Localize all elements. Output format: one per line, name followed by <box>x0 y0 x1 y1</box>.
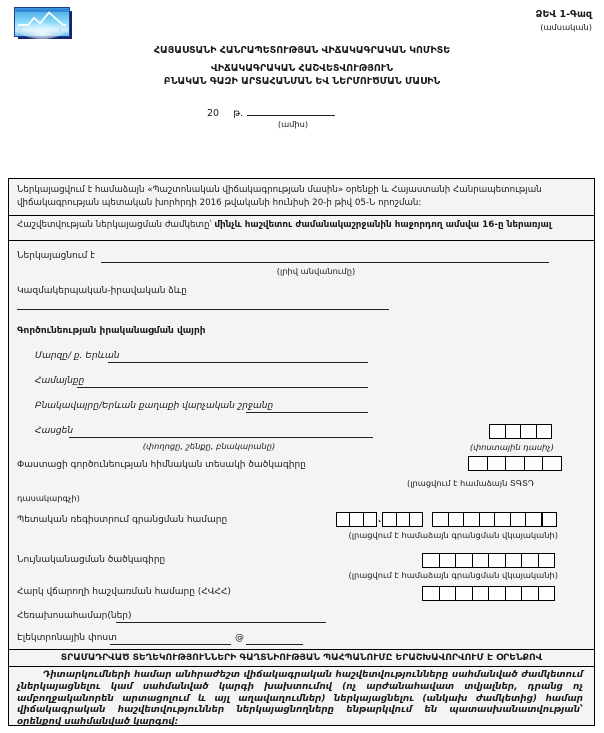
postal-hint: (փոստային դասիչ) <box>469 442 554 452</box>
register-number-label: Պետական ռեգիստրում գրանցման համարը <box>17 515 228 525</box>
address-hint: (փողոցը, շենքը, բնակարանը) <box>142 441 276 451</box>
box-cell[interactable] <box>439 553 457 568</box>
box-cell[interactable] <box>422 553 440 568</box>
id-code-hint: (լրացվում է համաձայն գրանցման վկայականի) <box>348 570 558 580</box>
report-subject-title: ԲՆԱԿԱՆ ԳԱԶԻ ԱՐՏԱՀԱՆՄԱՆ ԵՎ ՆԵՐՄՈՒԾՄԱՆ ՄԱՍԻՆ <box>163 76 441 87</box>
register-part3-boxes[interactable] <box>432 512 557 527</box>
box-cell[interactable] <box>422 586 440 601</box>
tin-label: Հարկ վճարողի հաշվառման համարը (ՀՎՀՀ) <box>17 587 231 597</box>
box-cell[interactable] <box>382 512 396 527</box>
box-cell[interactable] <box>505 553 523 568</box>
location-header: Գործունեության իրականացման վայրի <box>17 326 206 336</box>
email-domain-fill-line[interactable] <box>246 644 303 645</box>
register-part2-boxes[interactable] <box>382 512 423 527</box>
community-fill-line[interactable] <box>77 387 368 388</box>
activity-code-label: Փաստացի գործունեության հիմնական տեսակի ծածկագիրը <box>17 460 306 470</box>
box-cell[interactable] <box>494 512 511 527</box>
legal-form-fill-line[interactable] <box>17 309 389 310</box>
settlement-label: Բնակավայրը/Երևան քաղաքի վարչական շրջանը <box>35 401 274 411</box>
register-separator: . <box>377 515 382 525</box>
form-code-block <box>536 9 592 33</box>
email-local-fill-line[interactable] <box>110 644 231 645</box>
deadline-value: մինչև հաշվետու ժամանակաշրջանին հաջորդող ամսվա 16-ը ներառյալ <box>214 220 552 230</box>
box-cell[interactable] <box>455 586 473 601</box>
box-cell[interactable] <box>363 512 377 527</box>
month-fill-line[interactable] <box>247 104 335 116</box>
armstat-logo-image <box>14 7 74 41</box>
committee-title: ՀԱՅԱՍՏԱՆԻ ՀԱՆՐԱՊԵՏՈՒԹՅԱՆ ՎԻՃԱԿԱԳՐԱԿԱՆ ԿՈՄԻՏԵ <box>153 45 451 56</box>
box-cell[interactable] <box>525 512 542 527</box>
id-code-label: Նույնականացման ծածկագիրը <box>17 555 166 565</box>
id-code-boxes[interactable] <box>422 553 555 568</box>
deadline-row <box>17 220 589 230</box>
report-type-title: ՎԻՃԱԿԱԳՐԱԿԱՆ ՀԱՇՎԵՏՎՈՒԹՅՈՒՆ <box>210 63 394 74</box>
box-cell[interactable] <box>488 586 506 601</box>
box-cell[interactable] <box>396 512 410 527</box>
box-cell[interactable] <box>336 512 350 527</box>
box-cell[interactable] <box>472 553 490 568</box>
community-label: Համայնքը <box>35 376 85 386</box>
box-cell[interactable] <box>455 553 473 568</box>
year-letter: թ. <box>233 108 244 119</box>
activity-code-hint-line2: դասակարգչի) <box>17 493 80 503</box>
box-cell[interactable] <box>524 456 544 471</box>
box-cell[interactable] <box>542 456 562 471</box>
register-part1-boxes[interactable] <box>336 512 377 527</box>
box-cell[interactable] <box>472 586 490 601</box>
presenter-fill-line[interactable] <box>101 262 549 263</box>
box-cell[interactable] <box>536 424 553 439</box>
region-label: Մարզը/ ք. Երևան <box>35 351 120 361</box>
report-date-line <box>207 104 335 119</box>
form-code: ՁԵՎ 1-Գազ <box>535 9 592 20</box>
box-cell[interactable] <box>432 512 449 527</box>
box-cell[interactable] <box>409 512 423 527</box>
month-hint: (ամիս) <box>277 119 309 129</box>
divider <box>8 215 595 216</box>
box-cell[interactable] <box>489 424 506 439</box>
register-number-boxes <box>336 512 557 527</box>
divider <box>8 240 595 241</box>
phone-fill-line[interactable] <box>116 622 326 623</box>
form-periodicity: (ամսական) <box>540 22 592 32</box>
box-cell[interactable] <box>487 456 507 471</box>
box-cell[interactable] <box>505 586 523 601</box>
svg-text:׃׃: ׃׃ <box>59 27 62 32</box>
legal-basis-text: Ներկայացվում է համաձայն «Պաշտոնական վիճակագրության մասին» օրենքի և Հայաստանի Հանրապետության վիճակագրության պետական խորհրդի 2016 թվականի հունիսի 20-ի թիվ 05-Ն որոշման: <box>17 185 542 208</box>
address-fill-line[interactable] <box>69 437 373 438</box>
postal-code-boxes[interactable] <box>489 424 552 439</box>
year-prefix: 20 <box>207 108 220 119</box>
box-cell[interactable] <box>488 553 506 568</box>
box-cell[interactable] <box>538 553 556 568</box>
box-cell[interactable] <box>439 586 457 601</box>
box-cell[interactable] <box>479 512 496 527</box>
box-cell[interactable] <box>463 512 480 527</box>
liability-text: Դիտարկումների համար անհրաժեշտ վիճակագրական հաշվետվությունները սահմանված ժամկետում չներկայացնելու կամ սահմանված կարգի խախտումով (ոչ արժանահավատ տվյալներ, դրանց ոչ ամբողջականորեն արտացոլում և այլ աղավաղումներ) ներկայացնելու (անկախ ժամկետից) համար վիճակագրական հաշվետվություններ ներկայացնողները ենթարկվում են պատասխանատվության՝ օրենքով սահմանված կարգով: <box>17 670 583 727</box>
box-cell[interactable] <box>468 456 488 471</box>
address-label: Հասցեն <box>35 426 74 436</box>
deadline-label: Հաշվետվության ներկայացման ժամկետը՝ <box>17 220 212 230</box>
legal-form-label: Կազմակերպական-իրավական ձևը <box>17 286 187 296</box>
box-cell[interactable] <box>538 586 556 601</box>
form-body <box>8 178 595 726</box>
email-at-sign: @ <box>235 633 244 643</box>
armstat-logo <box>14 7 74 41</box>
box-cell[interactable] <box>448 512 465 527</box>
box-cell[interactable] <box>541 512 558 527</box>
presenter-hint: (լրիվ անվանումը) <box>276 266 356 276</box>
email-label: Էլեկտրոնային փոստ <box>17 633 117 643</box>
divider <box>8 649 595 650</box>
divider <box>8 666 595 667</box>
activity-code-boxes[interactable] <box>468 456 562 471</box>
settlement-fill-line[interactable] <box>246 412 368 413</box>
presenter-label: Ներկայացնում է <box>17 251 95 261</box>
phone-label: Հեռախոսահամար(ներ) <box>17 611 132 621</box>
box-cell[interactable] <box>349 512 363 527</box>
box-cell[interactable] <box>505 456 525 471</box>
confidentiality-title: ՏՐԱՄԱԴՐՎԱԾ ՏԵՂԵԿՈՒԹՅՈՒՆՆԵՐԻ ԳԱՂՏՆԻՈՒԹՅԱՆ ՊԱՀՊԱՆՈՒՄԸ ԵՐԱՇԽԱՎՈՐՎՈՒՄ Է ՕՐԵՆՔՈՎ <box>60 652 543 663</box>
box-cell[interactable] <box>510 512 527 527</box>
activity-code-hint-line1: (լրացվում է համաձայն ՏԳՏԴ <box>407 478 535 488</box>
box-cell[interactable] <box>505 424 522 439</box>
box-cell[interactable] <box>521 586 539 601</box>
form-titles <box>0 45 604 88</box>
box-cell[interactable] <box>520 424 537 439</box>
tin-boxes[interactable] <box>422 586 555 601</box>
box-cell[interactable] <box>521 553 539 568</box>
register-hint: (լրացվում է համաձայն գրանցման վկայականի) <box>348 530 558 540</box>
region-fill-line[interactable] <box>108 362 368 363</box>
svg-text:׃׃: ׃׃ <box>19 27 22 32</box>
